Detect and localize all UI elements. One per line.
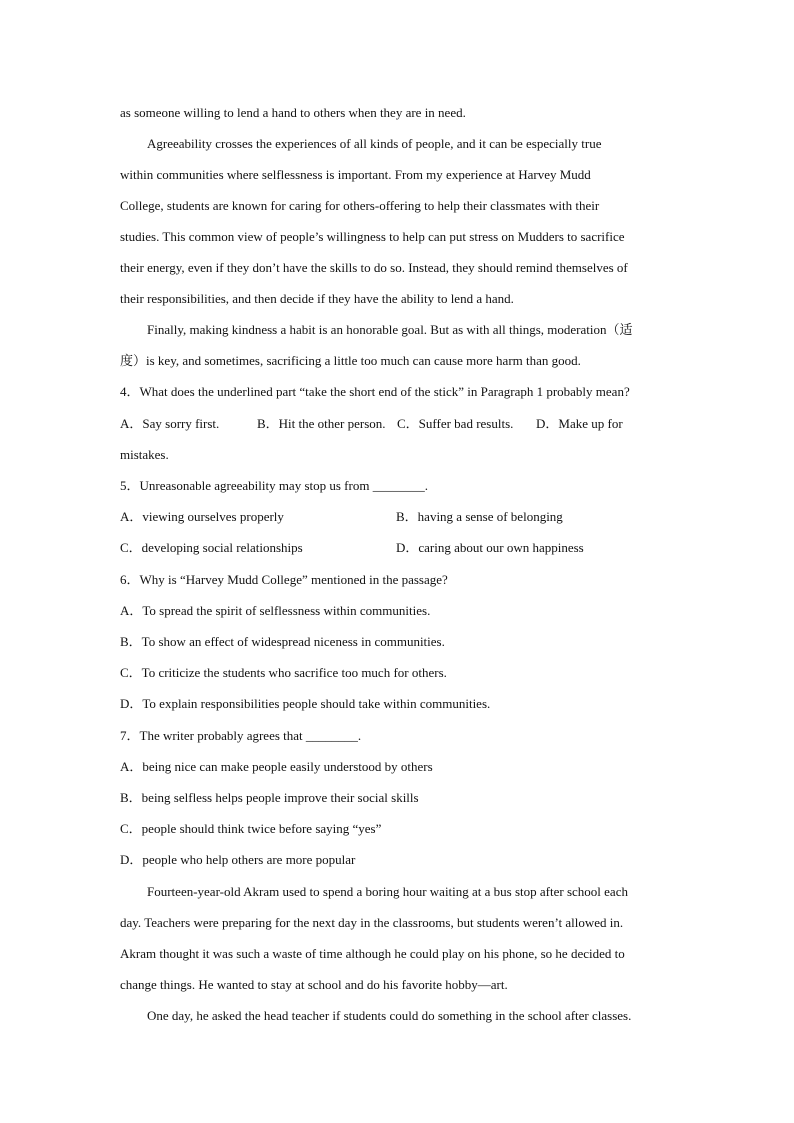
passage2-para2-line1: One day, he asked the head teacher if students could do something in the school after classes. bbox=[147, 1008, 632, 1023]
passage1-para2-line6: their responsibilities, and then decide if they have the ability to lend a hand. bbox=[120, 291, 514, 306]
passage1-para2-line3: College, students are known for caring for others-offering to help their classmates with their bbox=[120, 198, 600, 213]
q7-option-a: A．being nice can make people easily understood by others bbox=[120, 759, 433, 774]
passage2-para1-line3: Akram thought it was such a waste of time although he could play on his phone, so he decided to bbox=[120, 946, 625, 961]
q5-stem: 5．Unreasonable agreeability may stop us from ________. bbox=[120, 478, 428, 493]
passage2-para1-line2: day. Teachers were preparing for the next day in the classrooms, but students weren’t allowed in. bbox=[120, 915, 624, 930]
passage1-para3-line1: Finally, making kindness a habit is an honorable goal. But as with all things, moderation（适 bbox=[147, 322, 633, 337]
passage2-para1-line1: Fourteen-year-old Akram used to spend a boring hour waiting at a bus stop after school each bbox=[147, 884, 628, 899]
q5-option-b: B．having a sense of belonging bbox=[396, 509, 563, 524]
q4-option-d-continued: mistakes. bbox=[120, 447, 169, 462]
passage1-para2-line5: their energy, even if they don’t have the skills to do so. Instead, they should remind themselves of bbox=[120, 260, 628, 275]
q6-option-a: A．To spread the spirit of selflessness within communities. bbox=[120, 603, 431, 618]
q4-stem: 4．What does the underlined part “take the short end of the stick” in Paragraph 1 probably mean? bbox=[120, 384, 630, 399]
q4-option-b: B．Hit the other person. bbox=[257, 416, 386, 431]
q7-option-c: C．people should think twice before saying “yes” bbox=[120, 821, 382, 836]
q7-stem: 7．The writer probably agrees that ________. bbox=[120, 728, 362, 743]
q5-option-c: C．developing social relationships bbox=[120, 540, 303, 555]
passage1-para2-line4: studies. This common view of people’s willingness to help can put stress on Mudders to sacrifice bbox=[120, 229, 625, 244]
q4-option-c: C．Suffer bad results. bbox=[397, 416, 514, 431]
q6-stem: 6．Why is “Harvey Mudd College” mentioned in the passage? bbox=[120, 572, 448, 587]
q4-option-a: A．Say sorry first. bbox=[120, 416, 220, 431]
q6-option-d: D．To explain responsibilities people should take within communities. bbox=[120, 696, 491, 711]
q5-option-a: A．viewing ourselves properly bbox=[120, 509, 284, 524]
passage1-para3-line2: 度）is key, and sometimes, sacrificing a little too much can cause more harm than good. bbox=[120, 353, 581, 368]
passage2-para1-line4: change things. He wanted to stay at school and do his favorite hobby—art. bbox=[120, 977, 508, 992]
passage1-intro-line: as someone willing to lend a hand to others when they are in need. bbox=[120, 105, 466, 120]
q5-option-d: D．caring about our own happiness bbox=[396, 540, 584, 555]
q7-option-d: D．people who help others are more popular bbox=[120, 852, 356, 867]
q4-option-d: D．Make up for bbox=[536, 416, 623, 431]
passage1-para2-line2: within communities where selflessness is important. From my experience at Harvey Mudd bbox=[120, 167, 591, 182]
q6-option-c: C．To criticize the students who sacrifice too much for others. bbox=[120, 665, 447, 680]
q6-option-b: B．To show an effect of widespread niceness in communities. bbox=[120, 634, 445, 649]
passage1-para2-line1: Agreeability crosses the experiences of all kinds of people, and it can be especially true bbox=[147, 136, 602, 151]
q7-option-b: B．being selfless helps people improve their social skills bbox=[120, 790, 419, 805]
